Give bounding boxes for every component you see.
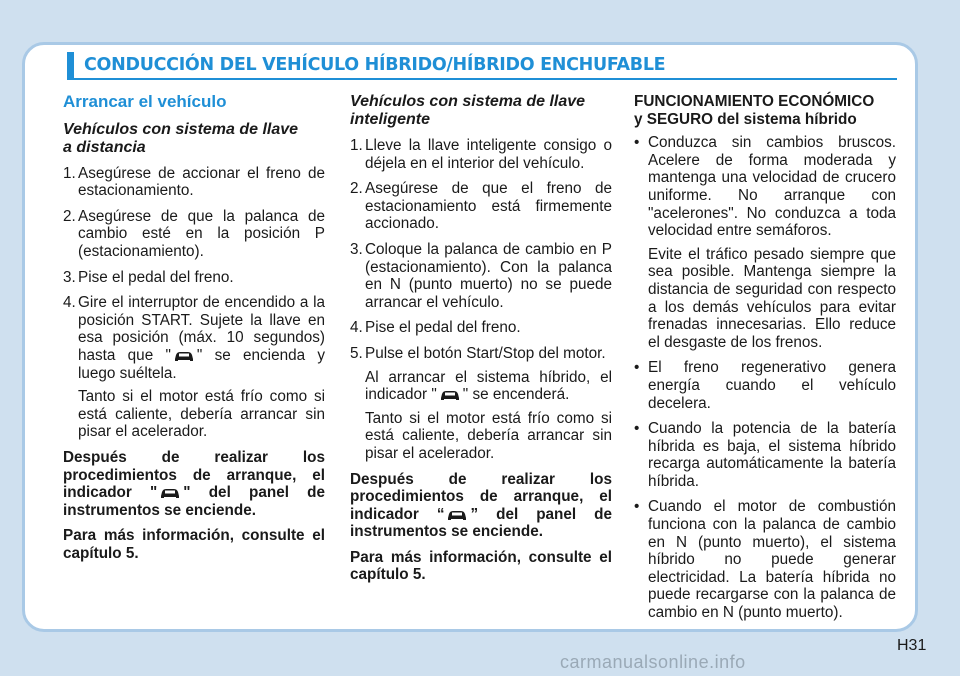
bullet-item [634,134,896,240]
item-text: Pulse el botón Start/Stop del motor. [365,344,606,362]
bullet-dot: • [634,359,640,377]
bullet-text: Cuando el motor de combustión funciona con la palanca de cambio en N (punto muerto), el sistema híbrido no puede generar electricidad. La batería híbrida no puede recargarse con la palanca de cambio en N (punto muerto). [648,498,896,622]
after-start-note [350,471,612,541]
page-number: H31 [897,637,927,654]
heading-line-2: y SEGURO del sistema híbrido [634,110,857,128]
header-rule [67,78,897,80]
subheading-remote-key [63,121,325,157]
list-item [350,345,612,363]
car-ready-icon [173,349,195,363]
list-item [350,137,612,172]
heading-line-1: FUNCIONAMIENTO ECONÓMICO [634,93,875,110]
item-text: Coloque la palanca de cambio en P (estacionamiento). Con la palanca en N (punto muerto) no se puede arrancar el vehículo. [365,240,612,311]
bullet-dot: • [634,134,640,152]
list-item [63,165,325,200]
watermark: carmanualsonline.info [560,652,746,672]
bullet-text: El freno regenerativo genera energía cuando el vehículo decelera. [648,359,896,412]
bullet-dot: • [634,498,640,516]
subheading-line-2: a distancia [63,138,146,156]
item-text-part: Gire el interruptor de encendido a la posición START. Sujete la llave en esa posición (máx. 10 segundos) hasta que " [78,294,325,364]
item-note: Tanto si el motor está frío como si está caliente, debería arrancar sin pisar el acelerador. [78,388,325,441]
list-item [350,241,612,311]
note-part: Al arrancar el sistema híbrido, el indicador " [365,368,612,404]
note-part: Después de realizar los procedimientos de arranque, el indicador " [63,448,325,502]
column-left [63,93,325,570]
note-part: ” del panel de instrumentos se enciende. [350,505,612,541]
list-item [63,269,325,287]
section-title: CONDUCCIÓN DEL VEHÍCULO HÍBRIDO/HÍBRIDO ENCHUFABLE [84,55,666,75]
item-number: 3. [63,268,76,286]
after-start-note [63,449,325,519]
note-part: " se encenderá. [462,386,570,404]
bullet-item [634,420,896,490]
item-number: 4. [63,294,76,312]
item-number: 1. [350,137,363,154]
subheading-line-2: inteligente [350,111,431,128]
car-ready-icon [446,508,468,522]
item-text-part: " se encienda y luego suéltela. [78,346,326,382]
item-number: 3. [350,240,363,258]
heading-eco-safe [634,93,896,128]
item-text [78,294,325,382]
bullet-text: Cuando la potencia de la batería híbrida es baja, el sistema híbrido recarga automáticamente la batería híbrida. [648,420,896,490]
bullet-note: Evite el tráfico pesado siempre que sea posible. Mantenga siempre la distancia de seguridad con respecto a los demás vehículos para evitar frenadas innecesarias. Ello reduce el desgaste de los frenos. [648,245,896,351]
item-text: Asegúrese de que la palanca de cambio esté en la posición P (estacionamiento). [78,207,325,260]
subheading-line-1: Vehículos con sistema de llave [350,93,586,110]
item-number: 5. [350,344,363,362]
item-text: Asegúrese de accionar el freno de estacionamiento. [78,164,325,200]
item-text: Asegúrese de que el freno de estacionamiento está firmemente accionado. [365,180,612,233]
bullet-item [634,359,896,412]
item-number: 2. [350,180,363,198]
item-number: 4. [350,319,363,337]
heading-start-vehicle: Arrancar el vehículo [63,92,227,111]
header-accent-bar [67,52,74,80]
item-note: Tanto si el motor está frío como si está caliente, debería arrancar sin pisar el acelerador. [365,409,612,462]
subheading-line-1: Vehículos con sistema de llave [63,120,299,138]
item-text: Lleve la llave inteligente consigo o déjela en el interior del vehículo. [365,137,612,172]
bullet-dot: • [634,420,640,438]
car-ready-icon [439,388,461,402]
item-text: Pise el pedal del freno. [78,268,234,286]
note-part: Después de realizar los procedimientos de arranque, el indicador “ [350,470,612,523]
column-right [634,93,896,630]
bullet-text: Conduzca sin cambios bruscos. Acelere de forma moderada y mantenga una velocidad de crucero uniforme. No arranque con "acelerones". No conduzca a toda velocidad entre semáforos. [648,134,896,240]
note-part: " del panel de instrumentos se enciende. [63,484,325,519]
car-ready-icon [159,486,181,500]
list-item [63,294,325,382]
list-item [350,180,612,233]
item-number: 1. [63,164,76,182]
more-info-note: Para más información, consulte el capítulo 5. [350,548,612,584]
more-info-note: Para más información, consulte el capítulo 5. [63,527,325,562]
list-item [63,208,325,261]
list-item [350,319,612,337]
bullet-item [634,498,896,621]
item-text: Pise el pedal del freno. [365,319,521,337]
subheading-smart-key [350,93,612,129]
item-note [365,369,612,404]
item-number: 2. [63,207,76,225]
column-middle [350,93,612,592]
